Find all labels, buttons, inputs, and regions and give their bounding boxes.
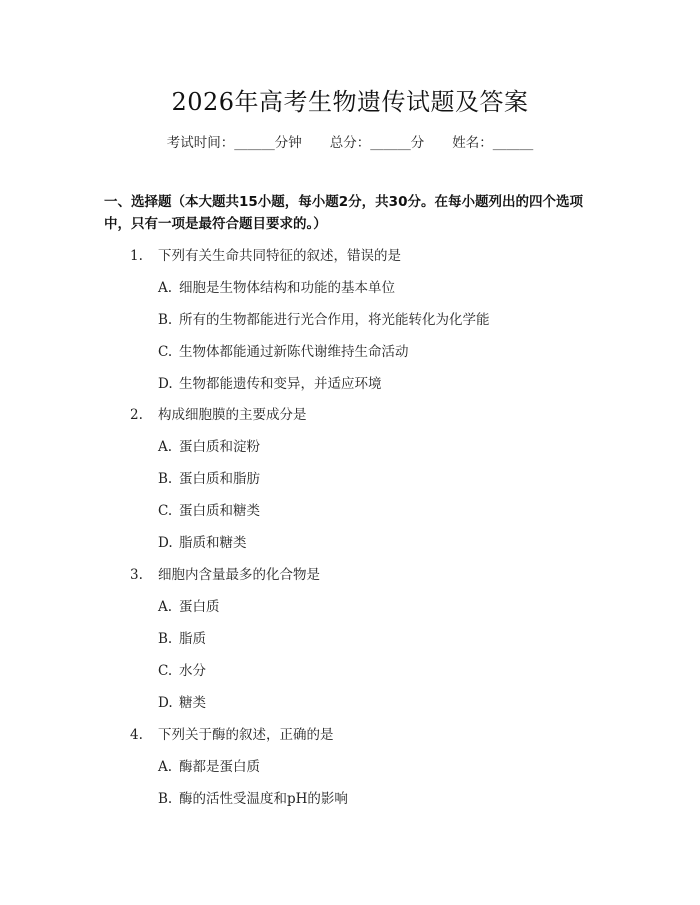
- answer-option: [158, 499, 260, 519]
- option-text: 蛋白质和脂肪: [179, 471, 260, 487]
- answer-option: [158, 531, 247, 551]
- option-letter: C.: [158, 503, 173, 519]
- question-text: 构成细胞膜的主要成分是: [158, 407, 307, 423]
- option-letter: C.: [158, 344, 173, 360]
- question-number: 2.: [130, 407, 143, 423]
- question-text: 下列有关生命共同特征的叙述，错误的是: [158, 248, 401, 264]
- option-letter: B.: [158, 312, 173, 328]
- option-letter: C.: [158, 663, 173, 679]
- answer-option: [158, 755, 260, 775]
- option-text: 蛋白质和糖类: [179, 503, 260, 519]
- answer-option: [158, 372, 382, 392]
- answer-option: [158, 340, 409, 360]
- question-number: 1.: [130, 248, 143, 264]
- section-heading: 一、选择题（本大题共15小题，每小题2分，共30分。在每小题列出的四个选项中，只有一项是最符合题目要求的。）: [104, 194, 583, 232]
- option-text: 蛋白质: [179, 599, 220, 615]
- exam-time-field: 考试时间：______分钟: [166, 135, 302, 151]
- question-number: 4.: [130, 727, 143, 743]
- answer-option: [158, 659, 206, 679]
- option-letter: D.: [158, 376, 173, 392]
- answer-option: [158, 691, 206, 711]
- option-text: 生物体都能通过新陈代谢维持生命活动: [179, 344, 409, 360]
- question-text: 细胞内含量最多的化合物是: [158, 567, 320, 583]
- answer-option: [158, 467, 260, 487]
- option-letter: A.: [158, 280, 173, 296]
- question-text: 下列关于酶的叙述，正确的是: [158, 727, 334, 743]
- answer-option: [158, 435, 260, 455]
- question-stem: [130, 723, 334, 743]
- option-letter: A.: [158, 759, 173, 775]
- option-text: 细胞是生物体结构和功能的基本单位: [179, 280, 395, 296]
- answer-option: [158, 308, 490, 328]
- option-letter: B.: [158, 631, 173, 647]
- exam-name-field: 姓名：______: [452, 135, 534, 151]
- option-text: 生物都能遗传和变异，并适应环境: [179, 376, 382, 392]
- option-text: 糖类: [179, 695, 206, 711]
- option-letter: B.: [158, 791, 173, 807]
- answer-option: [158, 595, 220, 615]
- option-text: 所有的生物都能进行光合作用，将光能转化为化学能: [179, 312, 490, 328]
- option-text: 脂质: [179, 631, 206, 647]
- option-letter: D.: [158, 695, 173, 711]
- answer-option: [158, 627, 206, 647]
- question-number: 3.: [130, 567, 143, 583]
- option-text: 蛋白质和淀粉: [179, 439, 260, 455]
- exam-info-row: [0, 131, 700, 151]
- option-text: 酶都是蛋白质: [179, 759, 260, 775]
- page-title: 2026年高考生物遗传试题及答案: [171, 88, 529, 116]
- exam-score-field: 总分：______分: [329, 135, 425, 151]
- question-stem: [130, 403, 307, 423]
- answer-option: [158, 787, 348, 807]
- option-letter: B.: [158, 471, 173, 487]
- option-letter: A.: [158, 439, 173, 455]
- answer-option: [158, 276, 395, 296]
- question-stem: [130, 244, 401, 264]
- option-text: 酶的活性受温度和pH的影响: [179, 791, 348, 807]
- question-stem: [130, 563, 320, 583]
- option-text: 水分: [179, 663, 206, 679]
- option-text: 脂质和糖类: [179, 535, 247, 551]
- option-letter: D.: [158, 535, 173, 551]
- option-letter: A.: [158, 599, 173, 615]
